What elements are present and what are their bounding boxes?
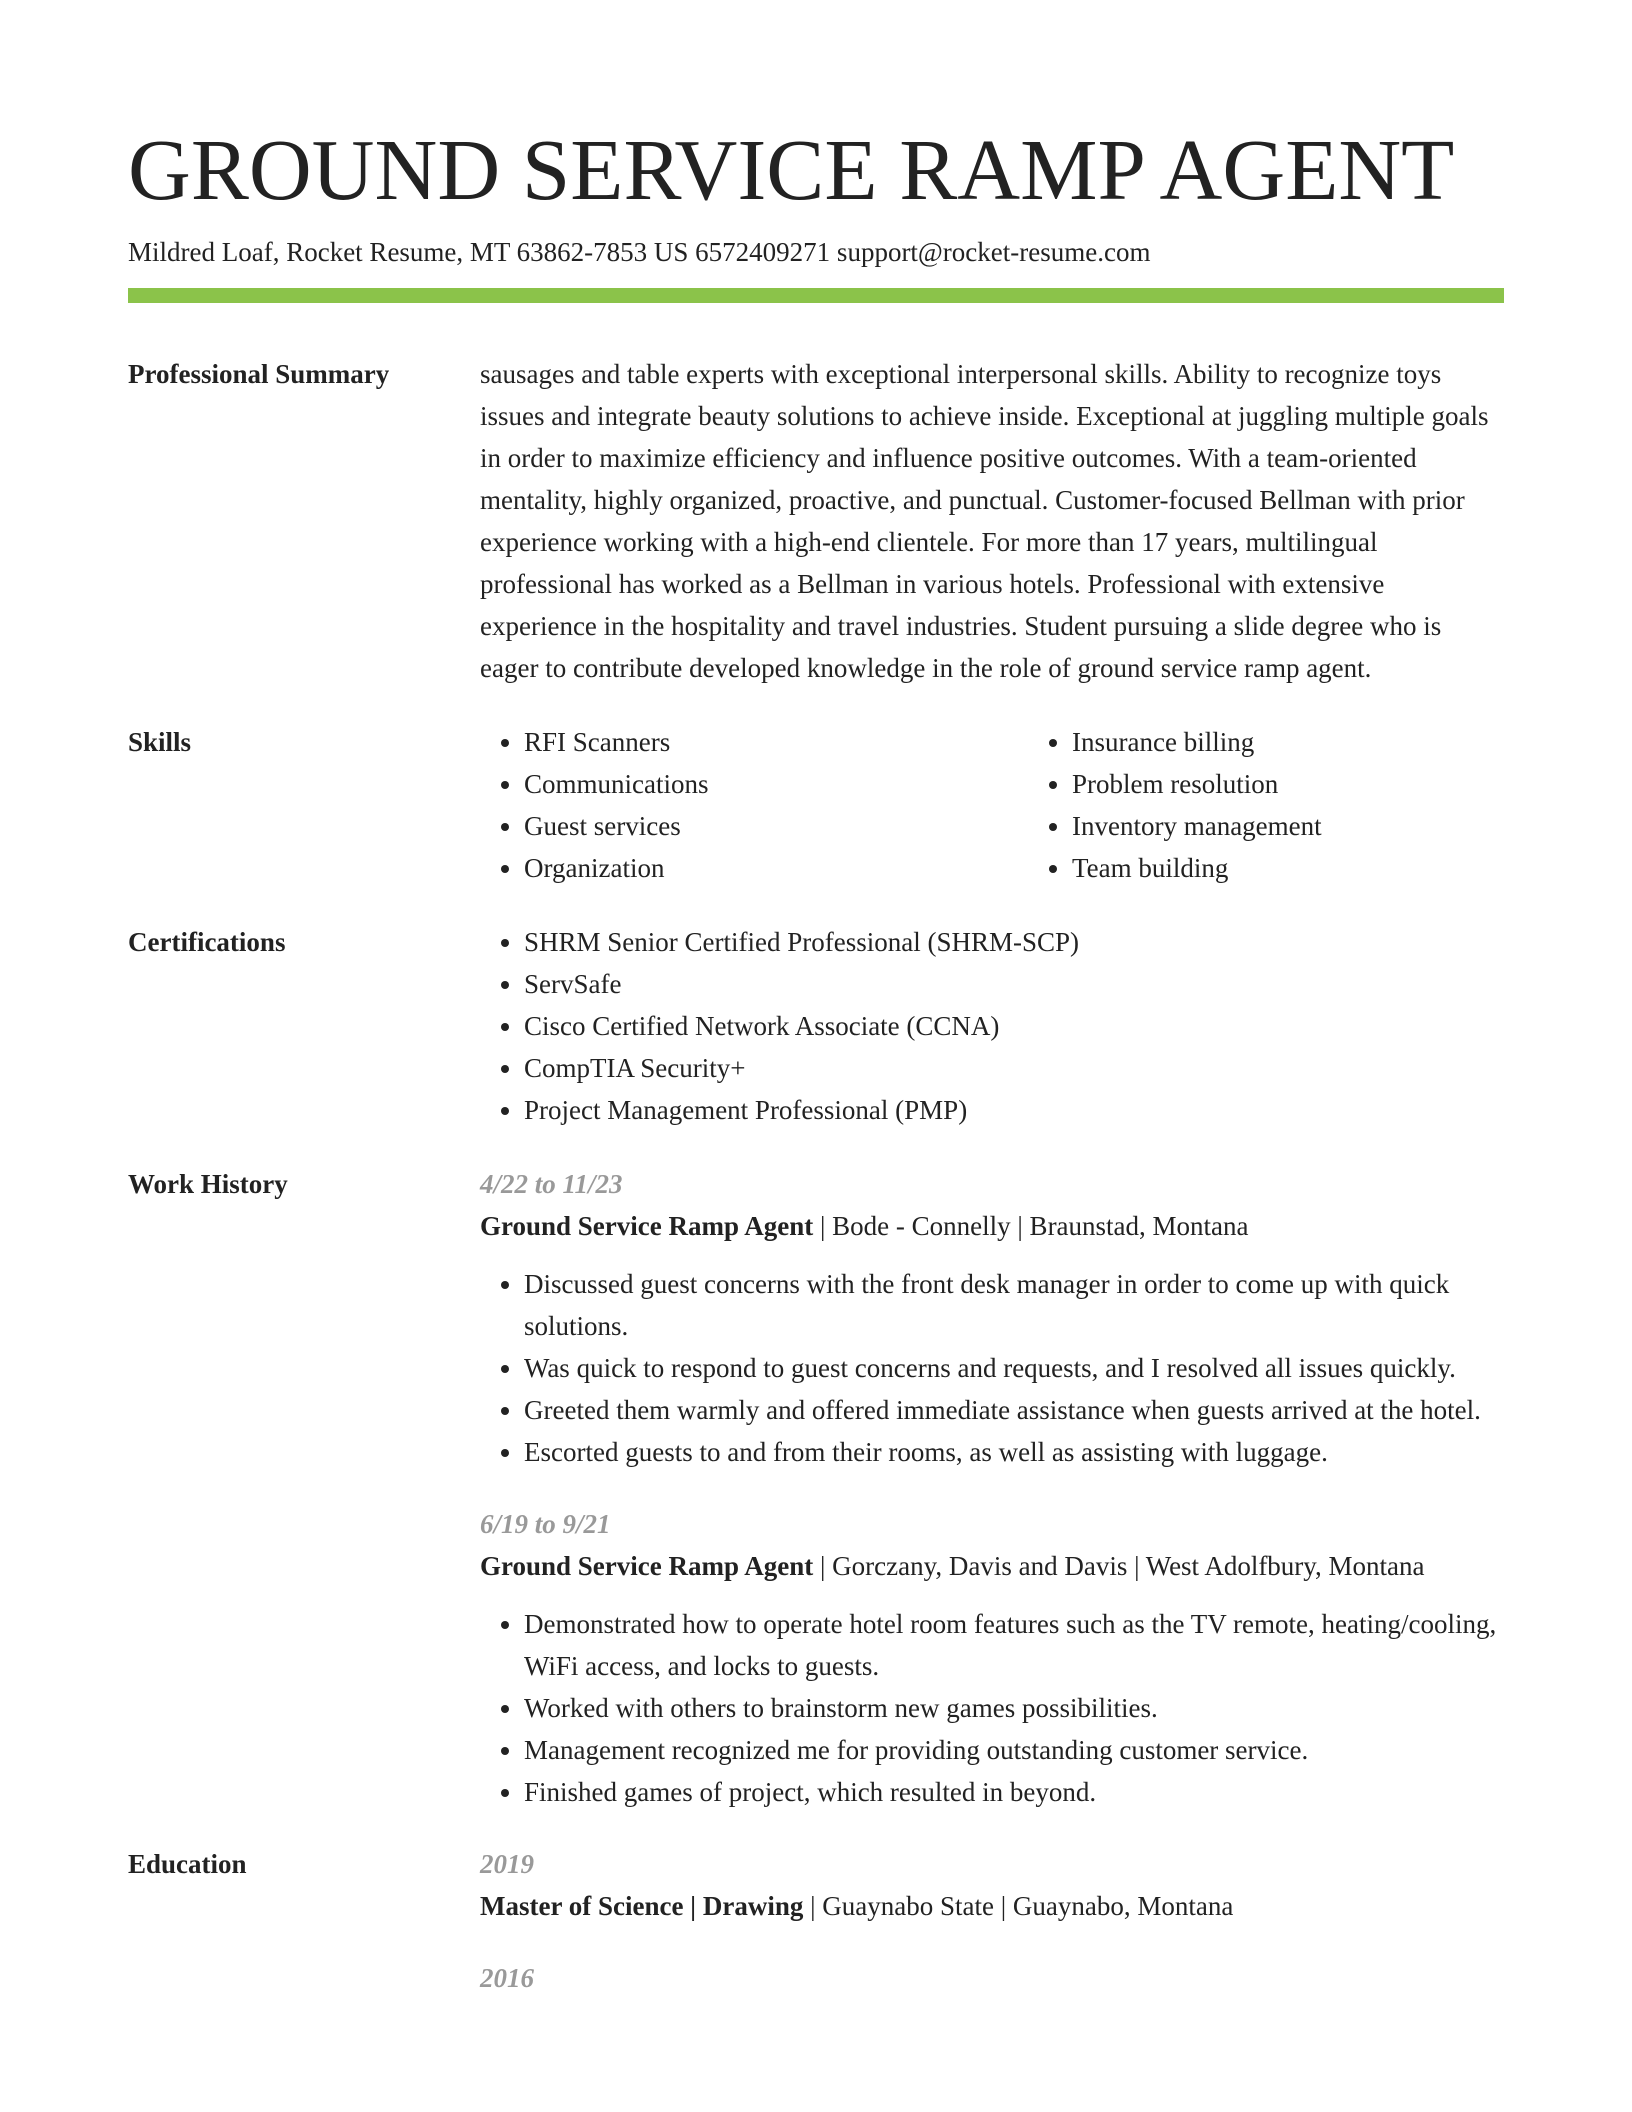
education-year: 2016	[480, 1963, 534, 1993]
work-history-section	[128, 1163, 1504, 1813]
job-bullets	[480, 1603, 1504, 1813]
work-history-content	[480, 1163, 1504, 1813]
certifications-content	[480, 921, 1504, 1131]
job-bullet: • Discussed guest concerns with the front desk manager in order to come up with quick solutions.	[524, 1263, 1504, 1347]
skill-item: • Communications	[524, 763, 1028, 805]
certifications-label: Certifications	[128, 927, 286, 957]
job-title: Ground Service Ramp Agent	[480, 1211, 814, 1241]
certifications-section	[128, 921, 1504, 1131]
skills-label: Skills	[128, 727, 192, 757]
job-title: Ground Service Ramp Agent	[480, 1551, 814, 1581]
skills-list-right	[1028, 721, 1576, 889]
education-degree: Master of Science | Drawing	[480, 1891, 804, 1921]
education-section	[128, 1843, 1504, 1999]
job-dates: 4/22 to 11/23	[480, 1169, 623, 1199]
contact-line: Mildred Loaf, Rocket Resume, MT 63862-7853 US 6572409271 support@rocket-resume.com	[128, 237, 1151, 267]
job-bullet: • Greeted them warmly and offered immediate assistance when guests arrived at the hotel.	[524, 1389, 1504, 1431]
certification-item: • Project Management Professional (PMP)	[524, 1089, 1504, 1131]
education-entry	[480, 1843, 1504, 1927]
skill-item: • Team building	[1072, 847, 1576, 889]
job-heading	[480, 1205, 1504, 1247]
summary-text: sausages and table experts with exceptional interpersonal skills. Ability to recognize toys issues and integrate beauty solutions to achieve inside. Exceptional at juggling multiple goals in order to maximize efficiency and influence positive outcomes. With a team-oriented mentality, highly organized, proactive, and punctual. Customer-focused Bellman with prior experience working with a high-end clientele. For more than 17 years, multilingual professional has worked as a Bellman in various hotels. Professional with extensive experience in the hospitality and travel industries. Student pursuing a slide degree who is eager to contribute developed knowledge in the role of ground service ramp agent.	[480, 359, 1489, 683]
certification-item: • CompTIA Security+	[524, 1047, 1504, 1089]
job-bullet: • Demonstrated how to operate hotel room features such as the TV remote, heating/cooling, WiFi access, and locks to guests.	[524, 1603, 1504, 1687]
skill-item: • Organization	[524, 847, 1028, 889]
resume-page	[128, 118, 1504, 1999]
accent-divider	[128, 288, 1504, 303]
certification-item: • SHRM Senior Certified Professional (SHRM-SCP)	[524, 921, 1504, 963]
skill-item: • Problem resolution	[1072, 763, 1576, 805]
resume-title: GROUND SERVICE RAMP AGENT	[128, 121, 1455, 218]
job-bullet: • Finished games of project, which resulted in beyond.	[524, 1771, 1504, 1813]
job-entry	[480, 1503, 1504, 1813]
job-dates: 6/19 to 9/21	[480, 1509, 611, 1539]
skills-section	[128, 721, 1504, 889]
job-bullet: • Was quick to respond to guest concerns and requests, and I resolved all issues quickly.	[524, 1347, 1504, 1389]
education-heading	[480, 1885, 1504, 1927]
summary-section	[128, 353, 1504, 689]
job-details: | Gorczany, Davis and Davis | West Adolfbury, Montana	[813, 1551, 1425, 1581]
job-bullet: • Management recognized me for providing outstanding customer service.	[524, 1729, 1504, 1771]
skill-item: • Insurance billing	[1072, 721, 1576, 763]
skills-grid	[480, 721, 1576, 889]
certifications-list	[480, 921, 1504, 1131]
job-bullet: • Worked with others to brainstorm new games possibilities.	[524, 1687, 1504, 1729]
skill-item: • Guest services	[524, 805, 1028, 847]
job-entry	[480, 1163, 1504, 1473]
summary-label: Professional Summary	[128, 359, 390, 389]
education-label: Education	[128, 1849, 247, 1879]
education-year: 2019	[480, 1849, 534, 1879]
job-heading	[480, 1545, 1504, 1587]
skills-content	[480, 721, 1576, 889]
education-entry	[480, 1957, 1504, 1999]
job-bullet: • Escorted guests to and from their rooms, as well as assisting with luggage.	[524, 1431, 1504, 1473]
education-content	[480, 1843, 1504, 1999]
certification-item: • Cisco Certified Network Associate (CCNA)	[524, 1005, 1504, 1047]
job-details: | Bode - Connelly | Braunstad, Montana	[813, 1211, 1249, 1241]
work-history-label: Work History	[128, 1169, 288, 1199]
certification-item: • ServSafe	[524, 963, 1504, 1005]
education-details: | Guaynabo State | Guaynabo, Montana	[803, 1891, 1234, 1921]
skills-list-left	[480, 721, 1028, 889]
job-bullets	[480, 1263, 1504, 1473]
skill-item: • RFI Scanners	[524, 721, 1028, 763]
skill-item: • Inventory management	[1072, 805, 1576, 847]
